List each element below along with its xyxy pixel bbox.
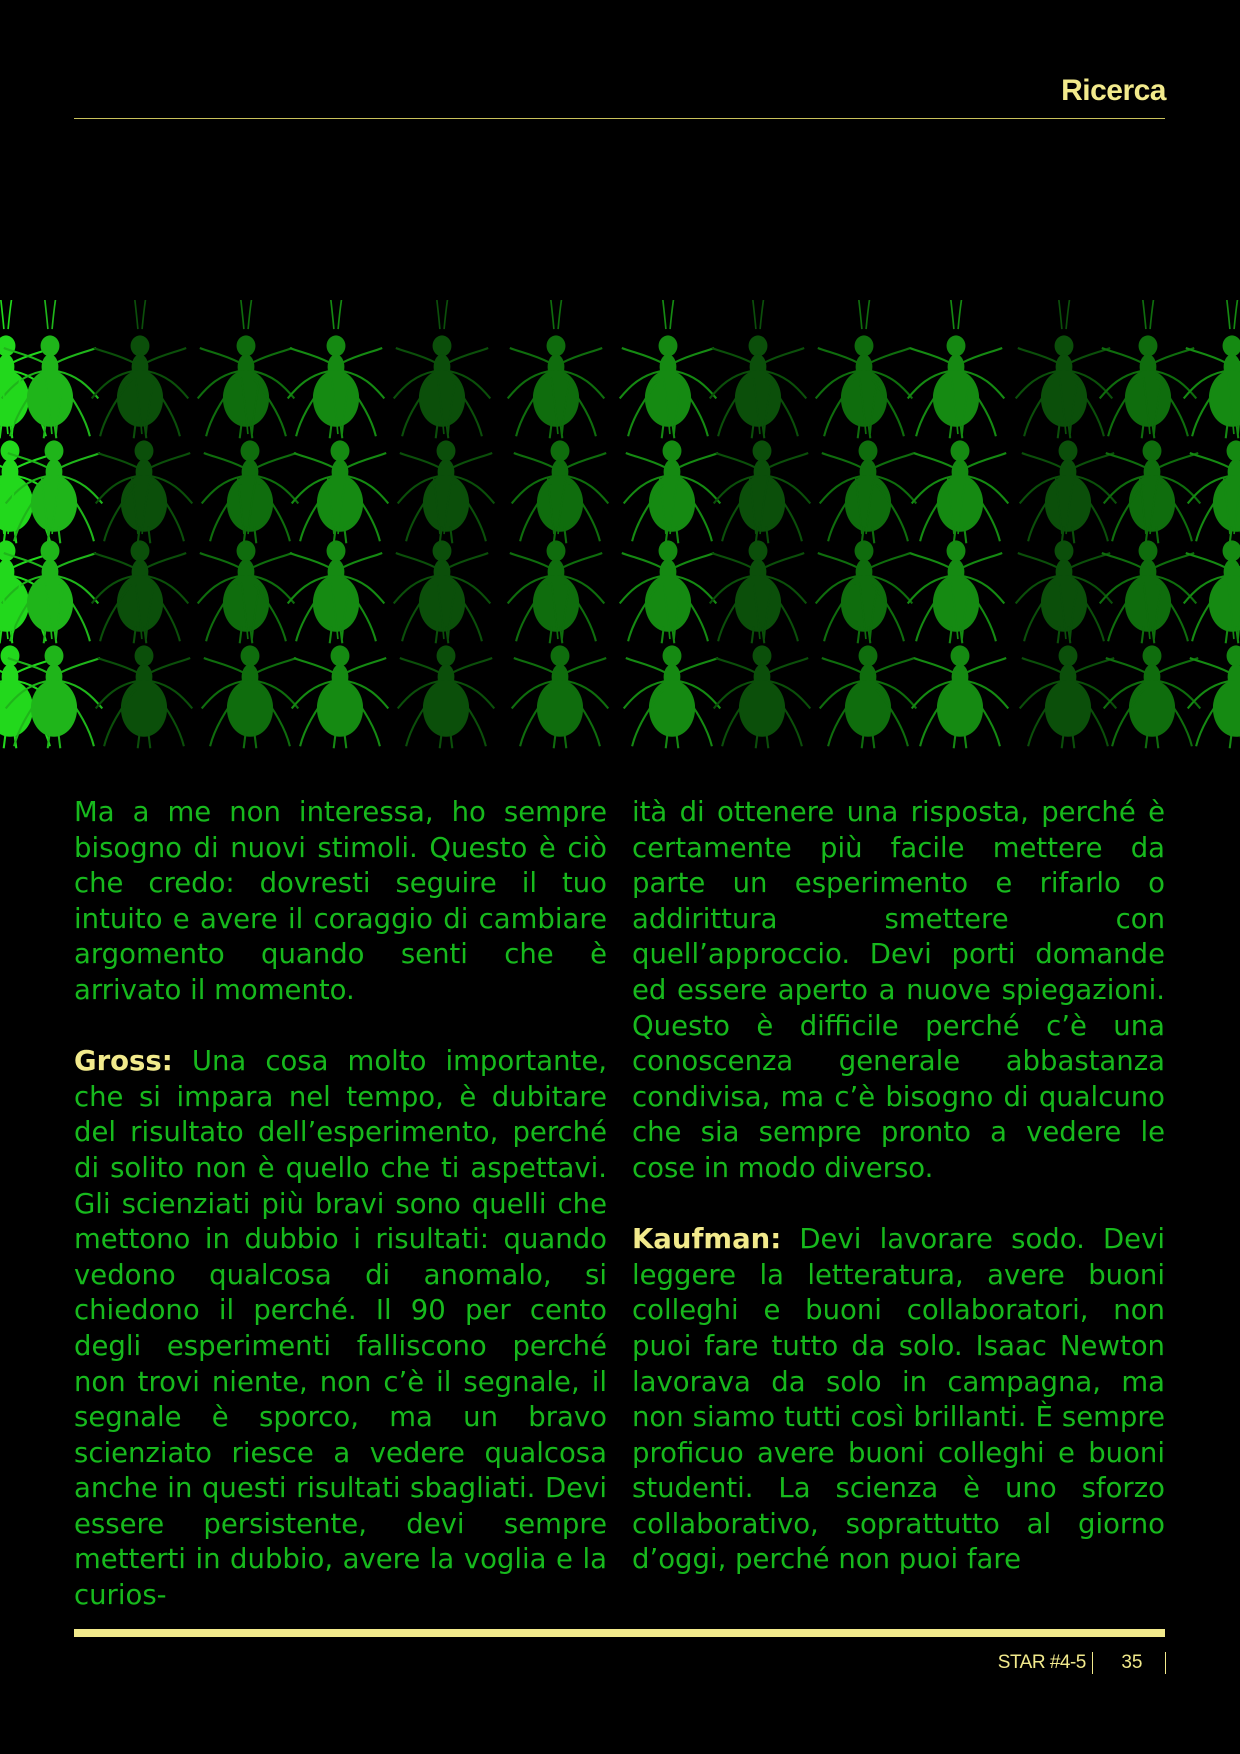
paragraph-text: Devi lavorare sodo. Devi leggere la letteratura, avere buoni colleghi e buoni collaboratori, non puoi fare tutto da solo. Isaac Newton lavorava da solo in campagna, ma non siamo tutti così brillanti. È sempre proficuo avere buoni colleghi e buoni studenti. La scienza è uno sforzo collaborativo, soprattutto al giorno d’oggi, perché non puoi fare (632, 1223, 1165, 1576)
paragraph-kaufman (632, 1222, 1165, 1578)
page-footer (998, 1650, 1166, 1676)
paragraph-text: Ma a me non interessa, ho sempre bisogno di nuovi stimoli. Questo è ciò che credo: dovresti seguire il tuo intuito e avere il coraggio di cambiare argomento quando senti che è arrivato il momento. (74, 796, 607, 1006)
paragraph-text: Una cosa molto importante, che si impara nel tempo, è dubitare del risultato dell’esperimento, perché di solito non è quello che ti aspettavi. Gli scienziati più bravi sono quelli che mettono in dubbio i risultati: quando vedono qualcosa di anomalo, si chiedono il perché. Il 90 per cento degli esperimenti falliscono perché non trovi niente, non c’è il segnale, il segnale è sporco, ma un bravo scienziato riesce a vedere qualcosa anche in questi risultati sbagliati. Devi essere persistente, devi sempre metterti in dubbio, avere la voglia e la curios- (74, 1045, 607, 1612)
footer-rule (74, 1629, 1165, 1637)
magazine-issue: STAR #4-5 (997, 1652, 1086, 1673)
ant-pattern (0, 300, 1240, 770)
article-column-right (632, 795, 1165, 1578)
speaker-name: Kaufman: (632, 1223, 782, 1256)
paragraph-gross (74, 1044, 607, 1614)
footer-separator (1165, 1652, 1167, 1674)
speaker-name: Gross: (74, 1045, 173, 1078)
section-title: Ricerca (1061, 74, 1166, 107)
article-column-left (74, 795, 607, 1614)
header-rule (74, 118, 1165, 119)
paragraph (74, 795, 607, 1009)
ant-pattern-banner (0, 300, 1240, 770)
page-number: 35 (1121, 1652, 1143, 1673)
paragraph-text: ità di ottenere una risposta, perché è certamente più facile mettere da parte un esperimento e rifarlo o addirittura smettere con quell’approccio. Devi porti domande ed essere aperto a nuove spiegazioni. Questo è difficile perché c’è una conoscenza generale abbastanza condivisa, ma c’è bisogno di qualcuno che sia sempre pronto a vedere le cose in modo diverso. (632, 796, 1165, 1184)
paragraph (632, 795, 1165, 1187)
